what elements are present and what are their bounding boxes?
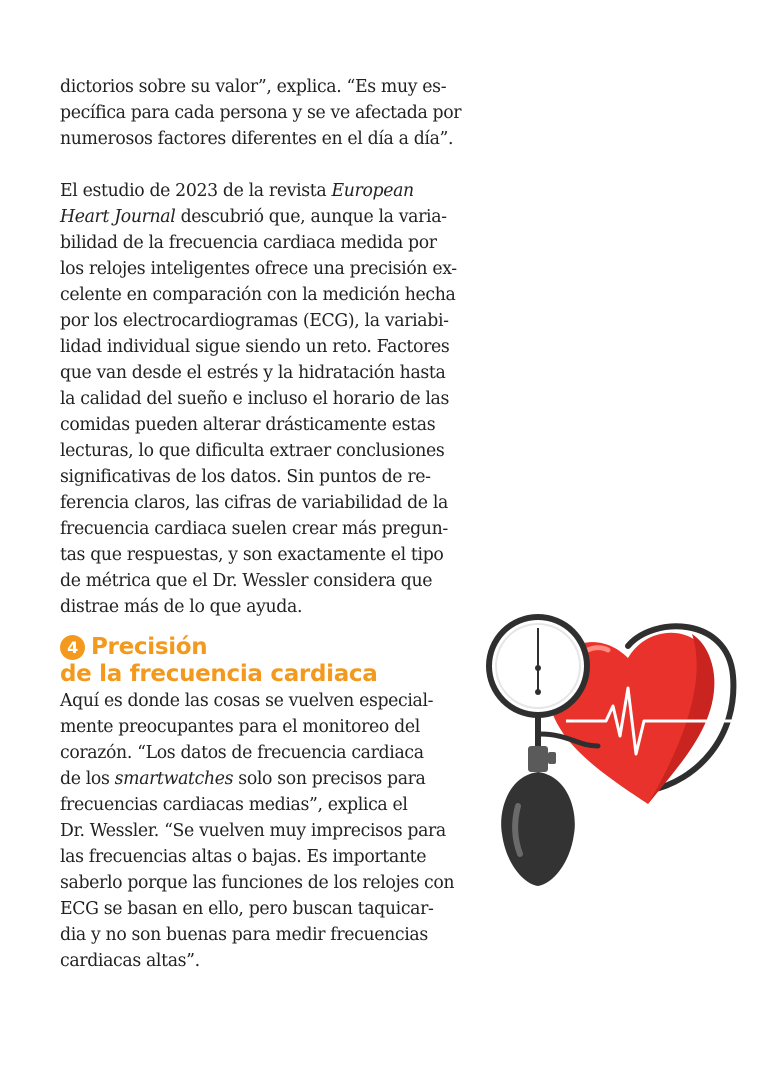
text-line: El estudio de 2023 de la revista European xyxy=(60,181,414,201)
journal-name-part-1: European xyxy=(331,181,414,201)
text-line: dictorios sobre su valor”, explica. “Es muy es- xyxy=(60,77,447,97)
text-line: corazón. “Los datos de frecuencia cardiaca xyxy=(60,743,424,763)
text-line: bilidad de la frecuencia cardiaca medida por xyxy=(60,233,437,253)
text-line: Heart Journal descubrió que, aunque la varia- xyxy=(60,207,447,227)
text-line: frecuencia cardiaca suelen crear más pregun- xyxy=(60,519,448,539)
text-line: de los smartwatches solo son precisos para xyxy=(60,769,426,789)
text-line: Dr. Wessler. “Se vuelven muy imprecisos para xyxy=(60,821,446,841)
article-column xyxy=(60,74,500,974)
text-line: las frecuencias altas o bajas. Es importante xyxy=(60,847,427,867)
section-title-line-2: de la frecuencia cardiaca xyxy=(60,661,378,687)
blood-pressure-heart-illustration xyxy=(478,606,740,896)
paragraph-2 xyxy=(60,178,500,620)
section-title-line-1: Precisión xyxy=(91,634,208,660)
text-line: comidas pueden alterar drásticamente estas xyxy=(60,415,436,435)
text-line: Aquí es donde las cosas se vuelven especial- xyxy=(60,691,434,711)
pressure-gauge-icon xyxy=(486,614,590,718)
text-line: mente preocupantes para el monitoreo del xyxy=(60,717,420,737)
text-line: tas que respuestas, y son exactamente el tipo xyxy=(60,545,444,565)
text-line: la calidad del sueño e incluso el horario de las xyxy=(60,389,450,409)
text-line: cardiacas altas”. xyxy=(60,951,200,971)
paragraph-3 xyxy=(60,688,500,974)
journal-name-part-2: Heart Journal xyxy=(60,207,176,227)
text-line: por los electrocardiogramas (ECG), la variabi- xyxy=(60,311,449,331)
section-heading xyxy=(60,634,500,688)
text-line: que van desde el estrés y la hidratación hasta xyxy=(60,363,446,383)
text-line: numerosos factores diferentes en el día a día”. xyxy=(60,129,454,149)
text-line: distrae más de lo que ayuda. xyxy=(60,597,303,617)
text-line: de métrica que el Dr. Wessler considera que xyxy=(60,571,433,591)
text-line: pecífica para cada persona y se ve afectada por xyxy=(60,103,462,123)
text-line: ECG se basan en ello, pero buscan taquicar- xyxy=(60,899,434,919)
text-line: celente en comparación con la medición hecha xyxy=(60,285,456,305)
text-line: lidad individual sigue siendo un reto. Factores xyxy=(60,337,450,357)
text-line: lecturas, lo que dificulta extraer conclusiones xyxy=(60,441,445,461)
valve-icon xyxy=(528,746,548,772)
text-line: dia y no son buenas para medir frecuencias xyxy=(60,925,428,945)
text-line: frecuencias cardiacas medias”, explica el xyxy=(60,795,408,815)
section-number-badge: 4 xyxy=(60,635,85,660)
text-line: los relojes inteligentes ofrece una precisión ex- xyxy=(60,259,457,279)
text-line: saberlo porque las funciones de los relojes con xyxy=(60,873,455,893)
paragraph-1 xyxy=(60,74,500,152)
smartwatches-term: smartwatches xyxy=(114,769,234,789)
text-line: significativas de los datos. Sin puntos de re- xyxy=(60,467,431,487)
text-line: ferencia claros, las cifras de variabilidad de la xyxy=(60,493,448,513)
